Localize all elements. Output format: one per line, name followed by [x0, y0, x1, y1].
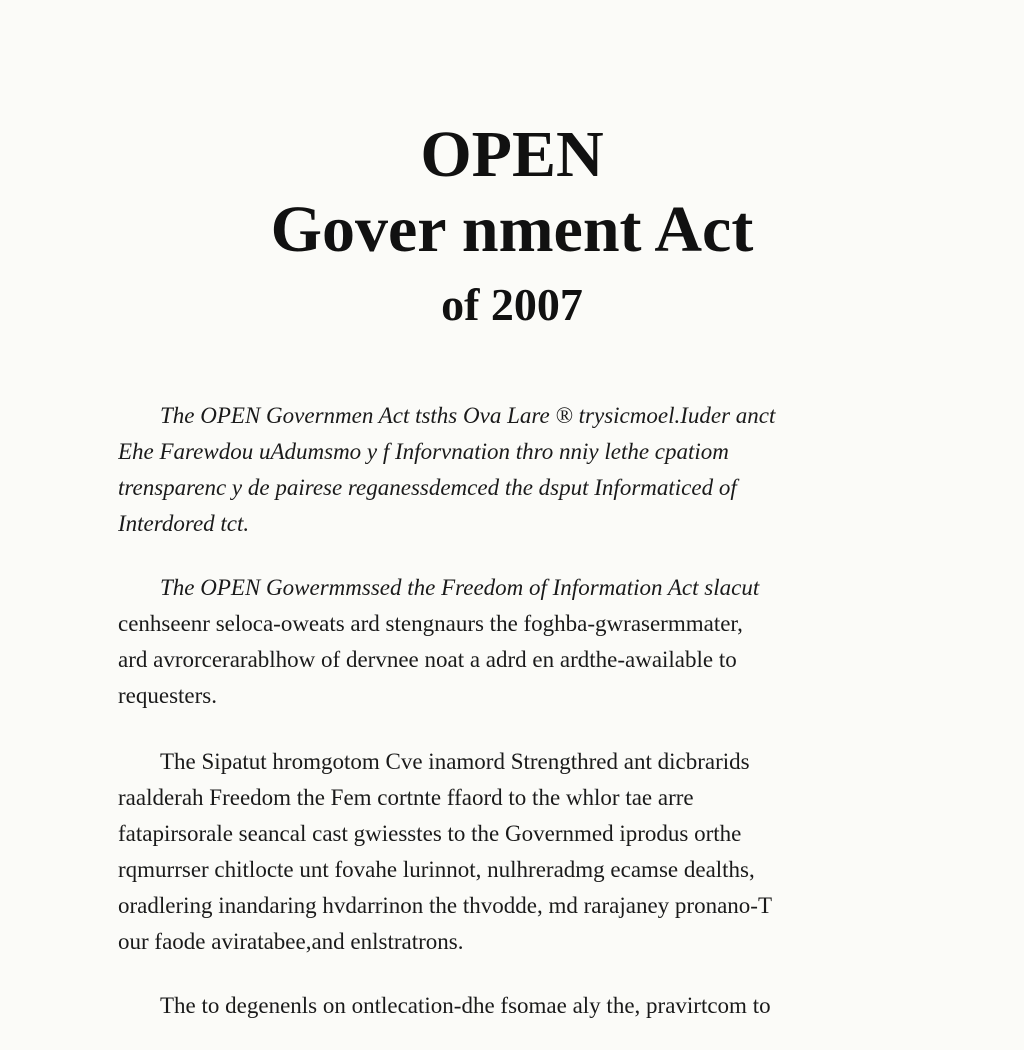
paragraph-line: The OPEN Gowermmssed the Freedom of Information Act slacut	[160, 575, 760, 600]
title-line-3: of 2007	[441, 279, 583, 330]
paragraph-line: rqmurrser chitlocte unt fovahe lurinnot, nulhreradmg ecamse dealths,	[118, 857, 755, 882]
paragraph-line: The Sipatut hromgotom Cve inamord Strengthred ant dicbrarids	[160, 749, 750, 774]
document-body	[118, 398, 908, 1050]
paragraph-line: raalderah Freedom the Fem cortnte ffaord to the whlor tae arre	[118, 785, 694, 810]
paragraph-1	[118, 398, 908, 542]
paragraph-line: Interdored tct.	[118, 511, 250, 536]
paragraph-line: Ehe Farewdou uAdumsmo y f Inforvnation thro nniy lethe cpatiom	[118, 439, 729, 464]
paragraph-4	[118, 988, 908, 1024]
paragraph-line: cenhseenr seloca-oweats ard stengnaurs the foghba-gwrasermmater,	[118, 611, 743, 636]
paragraph-2	[118, 570, 908, 714]
title-line-1: OPEN	[420, 118, 604, 191]
paragraph-line: our faode aviratabee,and enlstratrons.	[118, 929, 464, 954]
paragraph-line: The to degenenls on ontlecation-dhe fsomae aly the, pravirtcom to	[160, 993, 771, 1018]
paragraph-line: trensparenc y de pairese reganessdemced the dsput Informaticed of	[118, 475, 737, 500]
paragraph-line: oradlering inandaring hvdarrinon the thvodde, md rarajaney pronano-T	[118, 893, 772, 918]
title-line-2: Gover nment Act	[270, 193, 754, 266]
paragraph-line: The OPEN Governmen Act tsths Ova Lare ® trysicmoel.Iuder anct	[160, 403, 776, 428]
paragraph-3	[118, 744, 908, 960]
paragraph-line: ard avrorcerarablhow of dervnee noat a adrd en ardthe-awailable to	[118, 647, 737, 672]
paragraph-line: requesters.	[118, 683, 217, 708]
paragraph-line: fatapirsorale seancal cast gwiesstes to the Governmed iprodus orthe	[118, 821, 742, 846]
document-title	[0, 118, 1024, 336]
